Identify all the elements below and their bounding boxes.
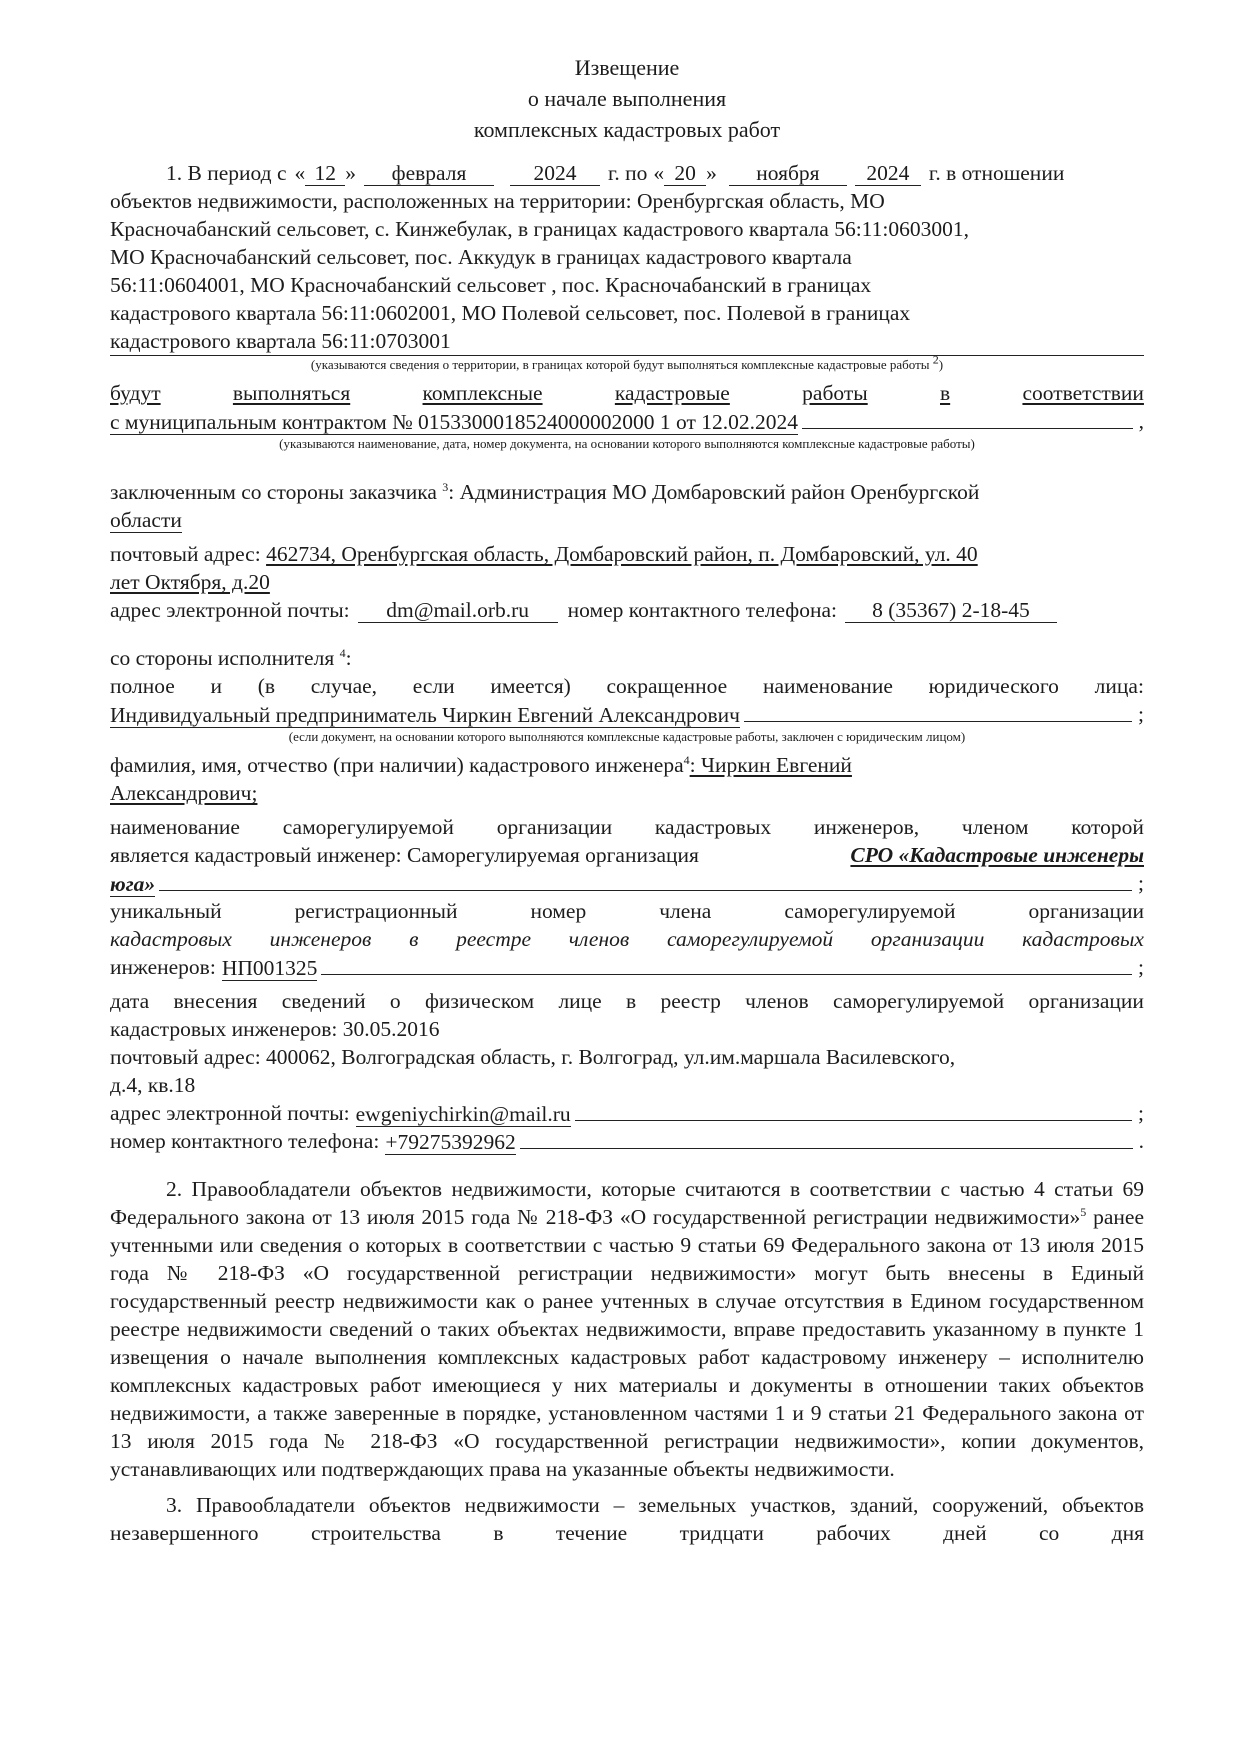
contractor-sup: 4 xyxy=(339,645,346,660)
fullname-word-5: если xyxy=(412,674,455,698)
territory-line-2: Красночабанский сельсовет, с. Кинжебулак, в границах кадастрового квартала 56:11:0603001, xyxy=(110,217,969,241)
customer-email-label: адрес электронной почты: xyxy=(110,598,350,622)
org-line xyxy=(110,700,1144,728)
territory-caption xyxy=(110,352,1144,373)
start-day-field: 12 xyxy=(305,161,345,186)
contract-line xyxy=(110,407,1144,435)
period-line xyxy=(110,159,1144,187)
fullname-word-8: наименование xyxy=(762,674,893,698)
customer-phone-label: номер контактного телефона: xyxy=(567,598,837,622)
reg-line-1 xyxy=(110,897,1144,925)
territory-line-4: 56:11:0604001, МО Красночабанский сельсовет , пос. Красночабанский в границах xyxy=(110,273,872,297)
date-word-9: членов xyxy=(745,989,809,1013)
para2-text-a: 2. Правообладатели объектов недвижимости, которые считаются в соответствии с частью 4 статьи 69 Федерального закона от 13 июля 2015 года № 218-ФЗ «О государственной регистрации недвижимости» xyxy=(110,1177,1144,1229)
customer-postal-1: 462734, Оренбургская область, Домбаровский район, п. Домбаровский, ул. 40 xyxy=(266,542,978,566)
basis-caption: (указываются наименование, дата, номер документа, на основании которого выполняются комплексные кадастровые работы) xyxy=(279,436,975,451)
fullname-word-6: имеется) xyxy=(490,674,571,698)
start-year-field: 2024 xyxy=(510,161,600,186)
engineer-sup: 4 xyxy=(683,752,690,767)
contractor-email-line xyxy=(110,1099,1144,1127)
fullname-word-9: юридического xyxy=(928,674,1059,698)
basis-word-6: в xyxy=(940,381,951,405)
sro-word-7: которой xyxy=(1071,815,1144,839)
customer-name-2: области xyxy=(110,508,182,532)
fullname-word-7: сокращенное xyxy=(606,674,728,698)
reg-line-3 xyxy=(110,953,1144,981)
basis-word-1: будут xyxy=(110,381,161,405)
date-word-3: сведений xyxy=(281,989,366,1013)
date-word-2: внесения xyxy=(173,989,258,1013)
territory-line-6: кадастрового квартала 56:11:0703001 xyxy=(110,327,1144,356)
customer-name-1: : Администрация МО Домбаровский район Оренбургской xyxy=(448,480,980,504)
end-day-field: 20 xyxy=(664,161,706,186)
reg-word-9: в xyxy=(409,927,419,951)
basis-word-5: работы xyxy=(802,381,868,405)
customer-postal-line-1 xyxy=(110,540,1144,568)
contractor-email-label: адрес электронной почты: xyxy=(110,1101,350,1125)
contractor-phone-period: . xyxy=(1138,1129,1144,1153)
end-year-field: 2024 xyxy=(855,161,921,186)
fullname-line xyxy=(110,672,1144,700)
sro-line-3 xyxy=(110,869,1144,897)
org-semicolon: ; xyxy=(1138,702,1144,726)
start-month-field: февраля xyxy=(364,161,494,186)
date-word-11: организации xyxy=(1028,989,1144,1013)
sro-line-2-text: является кадастровый инженер: Саморегулируемая организация xyxy=(110,843,699,867)
territory-caption-end: ) xyxy=(938,357,944,372)
reg-word-13: организации xyxy=(870,927,985,951)
engineer-name-1: : Чиркин Евгений xyxy=(689,753,852,777)
date-word-7: в xyxy=(626,989,637,1013)
territory-line-1: объектов недвижимости, расположенных на территории: Оренбургская область, МО xyxy=(110,189,885,213)
para2-sup: 5 xyxy=(1080,1204,1087,1219)
date-word-5: физическом xyxy=(424,989,535,1013)
document-title xyxy=(110,52,1144,145)
territory-caption-text: (указываются сведения о территории, в границах которой будут выполняться комплексные кадастровые работы xyxy=(310,357,930,372)
fullname-word-10: лица: xyxy=(1094,674,1144,698)
fullname-word-2: и xyxy=(210,674,222,698)
sro-name-1: СРО «Кадастровые инженеры xyxy=(850,843,1144,867)
quote-close-2: » xyxy=(706,161,717,185)
reg-number: НП001325 xyxy=(221,956,318,980)
org-name: Индивидуальный предприниматель Чиркин Евгений Александрович xyxy=(110,703,740,727)
contractor-heading xyxy=(110,644,1144,672)
contractor-colon: : xyxy=(345,646,352,670)
date-word-10: саморегулируемой xyxy=(832,989,1005,1013)
contractor-phone-label: номер контактного телефона: xyxy=(110,1129,380,1153)
org-caption: (если документ, на основании которого выполняются комплексные кадастровые работы, заключен с юридическим лицом) xyxy=(288,729,966,744)
reg-word-10: реестре xyxy=(456,927,532,951)
reg-word-8: инженеров xyxy=(269,927,372,951)
contractor-phone-line xyxy=(110,1127,1144,1155)
engineer-line-2 xyxy=(110,779,1144,807)
customer-email: dm@mail.orb.ru xyxy=(358,598,558,623)
reg-word-6: организации xyxy=(1028,899,1144,923)
quote-close-1: » xyxy=(345,161,357,185)
sro-word-6: членом xyxy=(961,815,1029,839)
sro-word-1: наименование xyxy=(110,815,240,839)
customer-sup: 3 xyxy=(442,479,449,494)
basis-word-7: соответствии xyxy=(1022,381,1144,405)
paragraph-2 xyxy=(110,1175,1144,1483)
contractor-email-semicolon: ; xyxy=(1138,1101,1144,1125)
title-line-2: о начале выполнения xyxy=(527,86,727,111)
reg-word-4: члена xyxy=(659,899,712,923)
period-prefix: 1. В период с xyxy=(166,161,287,185)
fullname-word-1: полное xyxy=(110,674,175,698)
basis-line xyxy=(110,379,1144,407)
contractor-phone: +79275392962 xyxy=(385,1130,516,1154)
contractor-label: со стороны исполнителя xyxy=(110,646,335,670)
sro-semicolon: ; xyxy=(1138,871,1144,895)
customer-postal-line-2 xyxy=(110,568,1144,596)
fullname-word-4: случае, xyxy=(310,674,378,698)
basis-word-2: выполняться xyxy=(232,381,351,405)
customer-postal-label: почтовый адрес: xyxy=(110,542,261,566)
quote-open-1: « xyxy=(294,161,306,185)
contract-comma: , xyxy=(1138,409,1144,433)
basis-word-3: комплексные xyxy=(422,381,543,405)
contract-text: с муниципальным контрактом № 0153300018524000002000 1 от 12.02.2024 xyxy=(110,410,799,434)
title-line-1: Извещение xyxy=(574,55,680,80)
reg-word-12: саморегулируемой xyxy=(666,927,834,951)
reg-word-11: членов xyxy=(568,927,630,951)
reg-line-2 xyxy=(110,925,1144,953)
sro-word-5: инженеров, xyxy=(813,815,920,839)
quote-open-2: « xyxy=(653,161,665,185)
contractor-email: ewgeniychirkin@mail.ru xyxy=(355,1102,571,1126)
engineer-line-1 xyxy=(110,751,1144,779)
reg-word-14: кадастровых xyxy=(1022,927,1144,951)
sro-word-3: организации xyxy=(496,815,613,839)
engineer-name-2: Александрович; xyxy=(110,781,258,805)
period-suffix: г. в отношении xyxy=(928,161,1065,185)
reg-word-5: саморегулируемой xyxy=(784,899,956,923)
sro-line-1 xyxy=(110,813,1144,841)
reg-word-3: номер xyxy=(530,899,587,923)
para2-text-b: ранее учтенными или сведения о которых в соответствии с частью 9 статьи 69 Федерального закона от 13 июля 2015 года № 218-ФЗ «О государственной регистрации недвижимости» могут быть внесены в Единый государственный реестр недвижимости как о ранее учтенных в случае отсутствия в Едином государственном реестре недвижимости сведений о таких объектах недвижимости, вправе предоставить указанному в пункте 1 извещения о начале выполнения комплексных кадастровых работ кадастровому инженеру – исполнителю комплексных кадастровых работ имеющиеся у них материалы и документы в отношении таких объектов недвижимости, а также заверенные в порядке, установленном частями 1 и 9 статьи 21 Федерального закона от 13 июля 2015 года № 218-ФЗ «О государственной регистрации недвижимости», копии документов, устанавливающих или подтверждающих права на указанные объекты недвижимости. xyxy=(110,1205,1145,1481)
customer-phone: 8 (35367) 2-18-45 xyxy=(845,598,1057,623)
date-word-1: дата xyxy=(110,989,150,1013)
sro-line-2 xyxy=(110,841,1144,869)
contractor-postal-1: почтовый адрес: 400062, Волгоградская область, г. Волгоград, ул.им.маршала Василевского, xyxy=(110,1045,956,1069)
date-line-1 xyxy=(110,987,1144,1015)
customer-label: заключенным со стороны заказчика xyxy=(110,480,437,504)
basis-word-4: кадастровые xyxy=(614,381,730,405)
reg-semicolon: ; xyxy=(1138,955,1144,979)
sro-word-4: кадастровых xyxy=(654,815,772,839)
customer-line-1 xyxy=(110,478,1144,506)
title-line-3: комплексных кадастровых работ xyxy=(473,117,781,142)
customer-line-2 xyxy=(110,506,1144,534)
paragraph-3: 3. Правообладатели объектов недвижимости – земельных участков, зданий, сооружений, объектов незавершенного строительства в течение тридцати рабочих дней со дня xyxy=(110,1493,1144,1545)
sro-word-2: саморегулируемой xyxy=(282,815,454,839)
period-to-text: г. по xyxy=(608,161,648,185)
territory-line-5: кадастрового квартала 56:11:0602001, МО Полевой сельсовет, пос. Полевой в границах xyxy=(110,301,911,325)
customer-postal-2: лет Октября, д.20 xyxy=(110,570,270,594)
reg-word-2: регистрационный xyxy=(294,899,458,923)
territory-block xyxy=(110,187,1144,356)
customer-contact-line xyxy=(110,596,1144,624)
date-word-8: реестр xyxy=(660,989,721,1013)
fullname-word-3: (в xyxy=(257,674,276,698)
end-month-field: ноября xyxy=(729,161,847,186)
reg-label: инженеров: xyxy=(110,955,216,979)
date-line-2: кадастровых инженеров: 30.05.2016 xyxy=(110,1017,440,1041)
territory-line-3: МО Красночабанский сельсовет, пос. Аккудук в границах кадастрового квартала xyxy=(110,245,852,269)
contractor-postal-2: д.4, кв.18 xyxy=(110,1073,196,1097)
engineer-label: фамилия, имя, отчество (при наличии) кадастрового инженера xyxy=(110,753,684,777)
date-word-6: лице xyxy=(558,989,602,1013)
reg-word-1: уникальный xyxy=(110,899,222,923)
reg-word-7: кадастровых xyxy=(110,927,232,951)
territory-caption-sup: 2 xyxy=(932,352,939,367)
sro-name-2: юга» xyxy=(110,872,156,896)
date-word-4: о xyxy=(389,989,401,1013)
